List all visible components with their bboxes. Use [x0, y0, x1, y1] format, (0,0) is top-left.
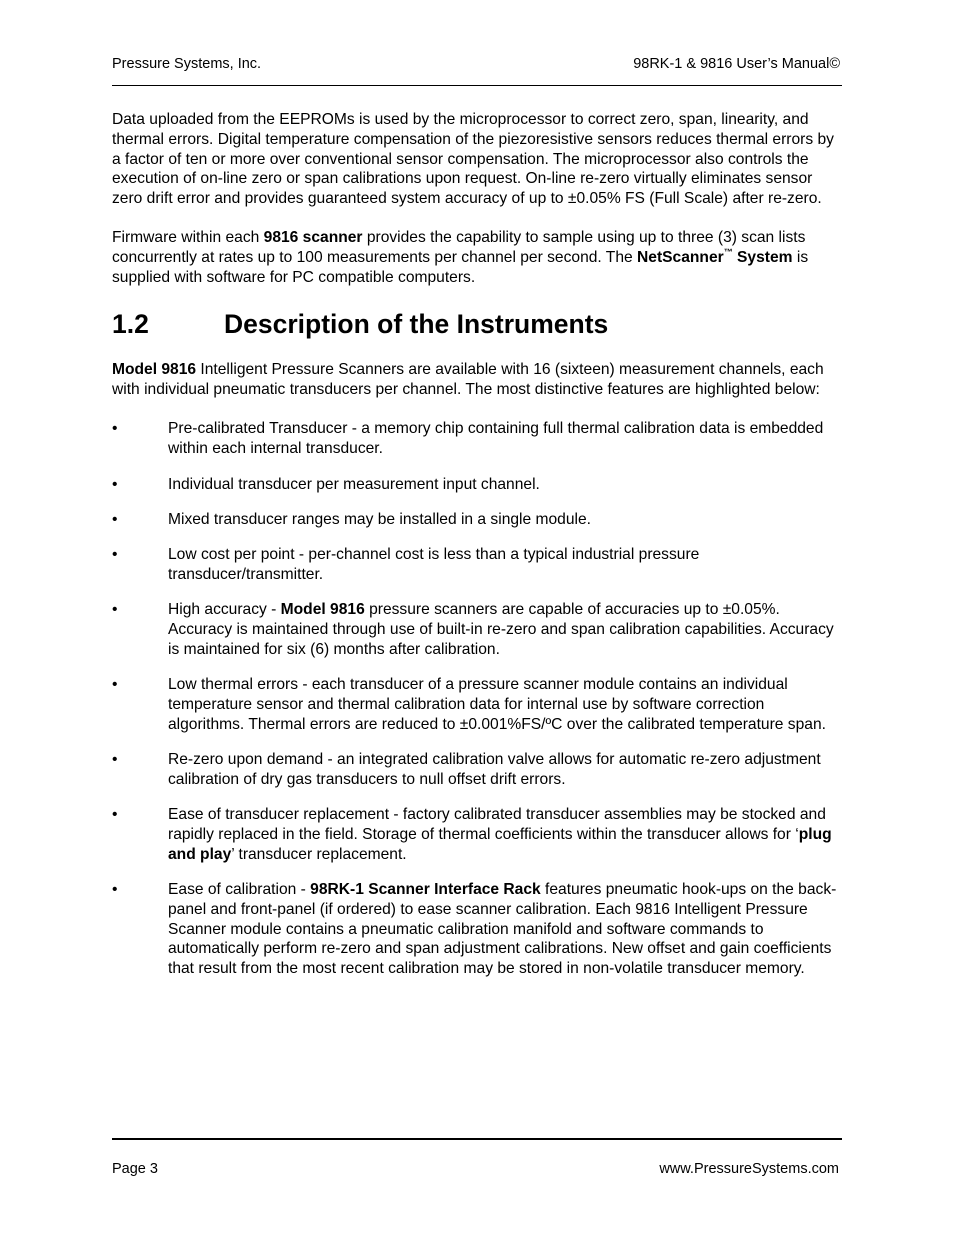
bold-run: Model 9816 — [280, 601, 365, 619]
list-item — [112, 675, 842, 734]
bold-run: System — [737, 249, 793, 267]
section-heading — [112, 307, 842, 341]
list-item — [112, 475, 842, 495]
page-number: Page 3 — [112, 1161, 158, 1177]
text-run: is supplied with software for PC compatible computers. — [112, 249, 809, 287]
header-company: Pressure Systems, Inc. — [112, 56, 262, 72]
text-run: Ease of transducer replacement - factory calibrated transducer assemblies may be stocked and rapidly replaced in the field. Storage of thermal coefficients within the transducer allows for ‘ — [168, 806, 826, 843]
bullet-icon: • — [112, 546, 118, 564]
text-run: Firmware within each — [112, 229, 264, 247]
bullet-icon: • — [112, 420, 118, 438]
list-item — [112, 750, 842, 790]
bullet-icon: • — [112, 751, 118, 769]
bullet-icon: • — [112, 601, 118, 619]
bullet-icon: • — [112, 475, 118, 493]
text-run: pressure scanners are capable of accuracies up to ±0.05%. Accuracy is maintained through use of built-in re-zero and span calibration capabilities. Accuracy is maintained for six (6) months after calibration. — [168, 601, 834, 658]
list-item-text: Pre-calibrated Transducer - a memory chip containing full thermal calibration data is embedded within each internal transducer. — [168, 420, 824, 458]
section-title: Description of the Instruments — [224, 309, 609, 340]
text-run: Ease of calibration - — [168, 881, 311, 899]
bold-run: Model 9816 — [112, 361, 197, 379]
website-url: www.PressureSystems.com — [659, 1161, 839, 1177]
page-header — [112, 56, 842, 86]
bullet-icon: • — [112, 806, 118, 824]
page-content — [112, 110, 842, 995]
bold-run: plug and play — [168, 825, 832, 863]
list-item — [112, 600, 842, 659]
trademark-symbol: ™ — [723, 247, 733, 258]
text-run: provides the capability to sample using up to three (3) scan lists concurrently at rates up to 100 measurements per channel per second. The — [112, 229, 806, 267]
list-item-text: Mixed transducer ranges may be installed in a single module. — [168, 510, 591, 528]
intro-paragraph-2 — [112, 228, 842, 287]
section-number: 1.2 — [112, 309, 149, 340]
intro-paragraph-1: Data uploaded from the EEPROMs is used by the microprocessor to correct zero, span, linearity, and thermal errors. Digital temperature compensation of the piezoresistive sensors reduces thermal errors by a factor of ten or more over conventional sensor compensation. The microprocessor also controls the execution of on-line zero or span calibrations upon request. On-line re-zero virtually eliminates sensor zero drift error and provides guaranteed system accuracy of up to ±0.05% FS (Full Scale) after re-zero. — [112, 111, 834, 208]
text-run: High accuracy - — [168, 601, 281, 619]
bullet-icon: • — [112, 676, 118, 694]
list-item — [112, 419, 842, 459]
bold-run: 98RK-1 Scanner Interface Rack — [310, 881, 541, 899]
feature-list — [112, 419, 842, 979]
list-item-text: Individual transducer per measurement input channel. — [168, 475, 540, 493]
list-item — [112, 545, 842, 585]
text-run: features pneumatic hook-ups on the back-panel and front-panel (if ordered) to ease scanner calibration. Each 9816 Intelligent Pressure Scanner module contains a pneumatic calibration manifold and software commands to automatically perform re-zero and span adjustment calibrations. New offset and gain coefficients that result from the most recent calibration may be stored in non-volatile transducer memory. — [168, 881, 837, 978]
section-intro — [112, 360, 842, 400]
list-item — [112, 880, 842, 979]
header-manual-title: 98RK-1 & 9816 User’s Manual© — [633, 56, 840, 72]
list-item-text: Low cost per point - per-channel cost is less than a typical industrial pressure transducer/transmitter. — [168, 546, 700, 583]
bold-run: NetScanner — [637, 249, 724, 267]
list-item-text: Re-zero upon demand - an integrated calibration valve allows for automatic re-zero adjustment calibration of dry gas transducers to null offset drift errors. — [168, 751, 821, 788]
bullet-icon: • — [112, 881, 118, 899]
bold-run: 9816 scanner — [263, 229, 363, 247]
page-footer — [112, 1138, 842, 1180]
text-run: ’ transducer replacement. — [231, 845, 407, 863]
list-item-text: Low thermal errors - each transducer of a pressure scanner module contains an individual temperature sensor and thermal calibration data for internal use by software correction algorithms. Thermal errors are reduced to ±0.001%FS/ºC over the calibrated temperature span. — [168, 676, 826, 733]
text-run: Intelligent Pressure Scanners are available with 16 (sixteen) measurement channels, each with individual pneumatic transducers per channel. The most distinctive features are highlighted below: — [112, 361, 824, 399]
bullet-icon: • — [112, 510, 118, 528]
list-item — [112, 805, 842, 864]
list-item — [112, 510, 842, 530]
